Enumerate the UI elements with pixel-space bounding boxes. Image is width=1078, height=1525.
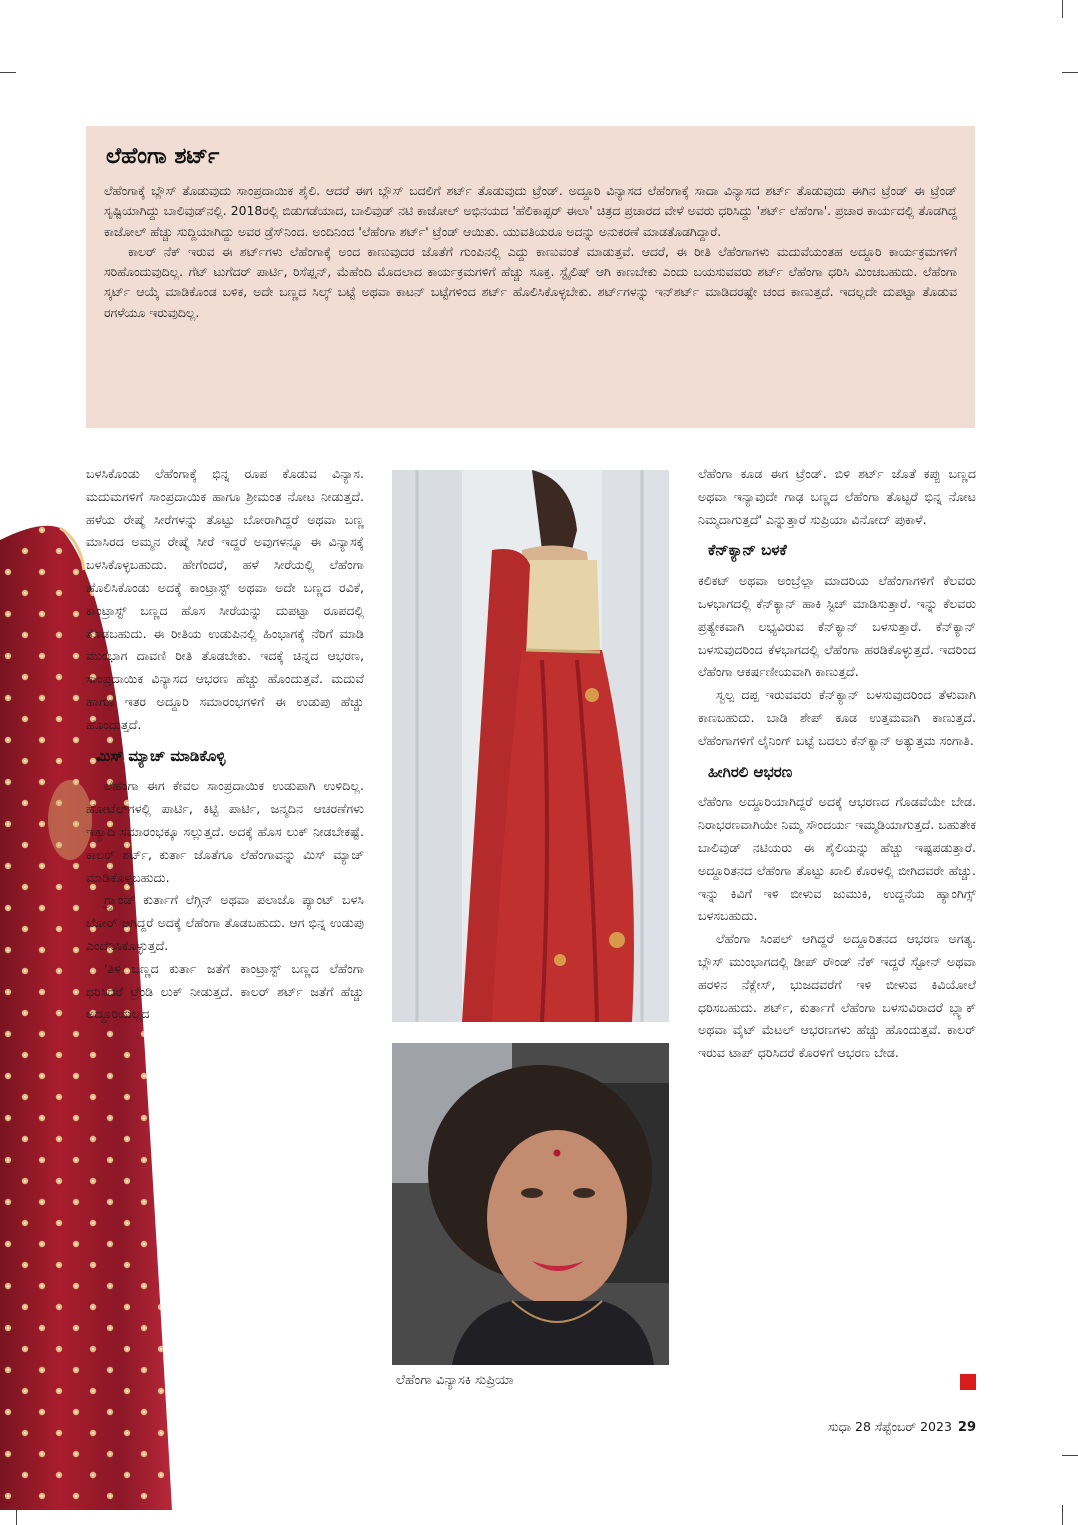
crop-mark-top-right-h (1062, 72, 1078, 73)
crop-mark-top-left (0, 72, 16, 73)
left-paragraph-4: 'ತಿಳಿ ಬಣ್ಣದ ಕುರ್ತಾ ಜತೆಗೆ ಕಾಂಟ್ರಾಸ್ಟ್ ಬಣ್ಣದ ಲೆಹೆಂಗಾ ಧರಿಸಿದರೆ ಟ್ರೆಂಡಿ ಲುಕ್ ನೀಡುತ್ತದೆ. ಕಾಲರ್ ಶರ್ಟ್ ಜತೆಗೆ ಹೆಚ್ಚು ಅದ್ದೂರಿಯಲ್ಲದ (86, 960, 364, 1022)
right-paragraph-5: ಲೆಹೆಂಗಾ ಸಿಂಪಲ್ ಆಗಿದ್ದರೆ ಅದ್ದೂರಿತನದ ಆಭರಣ ಅಗತ್ಯ. ಬ್ಲೌಸ್ ಮುಂಭಾಗದಲ್ಲಿ ಡೀಪ್ ರೌಂಡ್ ನೆಕ್ ಇದ್ದರೆ ಸ್ಟೋನ್ ಅಥವಾ ಹರಳಿನ ನೆಕ್ಲೇಸ್, ಭುಜದವರೆಗೆ ಇಳಿ ಬೀಳುವ ಕಿವಿಯೋಲೆ ಧರಿಸಬಹುದು. ಶರ್ಟ್, ಕುರ್ತಾಗೆ ಲೆಹೆಂಗಾ ಬಳಸುವಿರಾದರೆ ಬ್ಲ್ಯಾಕ್ ಅಥವಾ ವೈಟ್ ಮೆಟಲ್ ಆಭರಣಗಳು ಹೆಚ್ಚು ಹೊಂದುತ್ತವೆ. ಕಾಲರ್ ಇರುವ ಟಾಪ್ ಧರಿಸಿದರೆ ಕೊರಳಿಗೆ ಆಭರಣ ಬೇಡ. (698, 931, 976, 1061)
heading-jewellery: ಹೀಗಿರಲಿ ಆಭರಣ (708, 762, 793, 781)
photo-caption: ಲೆಹೆಂಗಾ ವಿನ್ಯಾಸಕಿ ಸುಪ್ರಿಯಾ (396, 1373, 514, 1388)
lehenga-shirt-sidebar-box (86, 126, 975, 428)
crop-mark-top-right-v (1062, 0, 1063, 18)
left-paragraph-3: ಗ್ರ್ಯಾಂಡ್ ಕುರ್ತಾಗೆ ಲೆಗ್ಗಿನ್ ಅಥವಾ ಪಲಾಜೊ ಪ್ಯಾಂಟ್ ಬಳಸಿ ಬೋರ್ ಆಗಿದ್ದರೆ ಅದಕ್ಕೆ ಲೆಹೆಂಗಾ ತೊಡಬಹುದು. ಆಗ ಭಿನ್ನ ಉಡುಪು ಎಂದೆನಿಸಿಕೊಳ್ಳುತ್ತದೆ. (86, 892, 364, 953)
sidebar-title: ಲೆಹೆಂಗಾ ಶರ್ಟ್ (106, 144, 220, 169)
end-of-article-marker (960, 1374, 976, 1390)
red-saree-photo (392, 470, 669, 1022)
supriya-portrait-graphic (392, 1043, 669, 1365)
crop-mark-bottom-right-v (1062, 1505, 1063, 1525)
left-paragraph-1: ಬಳಸಿಕೊಂಡು ಲೆಹೆಂಗಾಕ್ಕೆ ಭಿನ್ನ ರೂಪ ಕೊಡುವ ವಿನ್ಯಾಸ. ಮದುಮಗಳಿಗೆ ಸಾಂಪ್ರದಾಯಿಕ ಹಾಗೂ ಶ್ರೀಮಂತ ನೋಟ ನೀಡುತ್ತದೆ. ಹಳೆಯ ರೇಷ್ಮೆ ಸೀರೆಗಳನ್ನು ತೊಟ್ಟು ಬೋರಾಗಿದ್ದರೆ ಅಥವಾ ಬಣ್ಣ ಮಾಸಿರದ ಅಮ್ಮನ ರೇಷ್ಮೆ ಸೀರೆ ಇದ್ದರೆ ಅವುಗಳನ್ನೂ ಈ ವಿನ್ಯಾಸಕ್ಕೆ ಬಳಸಿಕೊಳ್ಳಬಹುದು. ಹೇಗೆಂದರೆ, ಹಳೆ ಸೀರೆಯಲ್ಲಿ ಲೆಹೆಂಗಾ ಹೊಲಿಸಿಕೊಂಡು ಅದಕ್ಕೆ ಕಾಂಟ್ರಾಸ್ಟ್ ಅಥವಾ ಅದೇ ಬಣ್ಣದ ರವಿಕೆ, ಕಾಂಟ್ರಾಸ್ಟ್ ಬಣ್ಣದ ಹೊಸ ಸೀರೆಯನ್ನು ದುಪಟ್ಟಾ ರೂಪದಲ್ಲಿ ತೊಡಬಹುದು. ಈ ರೀತಿಯ ಉಡುಪಿನಲ್ಲಿ ಹಿಂಭಾಗಕ್ಕೆ ನೆರಿಗೆ ಮಾಡಿ ಮುಂಭಾಗ ದಾವಣಿ ರೀತಿ ತೊಡಬೇಕು. ಇದಕ್ಕೆ ಚಿನ್ನದ ಆಭರಣ, ಸಾಂಪ್ರದಾಯಿಕ ವಿನ್ಯಾಸದ ಆಭರಣ ಹೆಚ್ಚು ಹೊಂದುತ್ತವೆ. ಮದುವೆ ಹಾಗೂ ಇತರ ಅದ್ದೂರಿ ಸಮಾರಂಭಗಳಿಗೆ ಈ ಉಡುಪು ಹೆಚ್ಚು ಹೊಂದುತ್ತದೆ. (86, 466, 364, 732)
red-saree-photo-graphic (392, 470, 669, 1022)
right-article-column (698, 463, 976, 1065)
right-paragraph-2: ಕಲಿಕಟ್ ಅಥವಾ ಅಂಬ್ರೆಲ್ಲಾ ಮಾದರಿಯ ಲೆಹೆಂಗಾಗಳಿಗೆ ಕೆಲವರು ಒಳಭಾಗದಲ್ಲಿ ಕೆನ್‌ಕ್ಯಾನ್ ಹಾಕಿ ಸ್ಟಿಚ್ ಮಾಡಿಸುತ್ತಾರೆ. ಇನ್ನು ಕೆಲವರು ಪ್ರತ್ಯೇಕವಾಗಿ ಲಭ್ಯವಿರುವ ಕೆನ್‌ಕ್ಯಾನ್ ಬಳಸುತ್ತಾರೆ. ಕೆನ್‌ಕ್ಯಾನ್ ಬಳಸುವುದರಿಂದ ಕೆಳಭಾಗದಲ್ಲಿ ಲೆಹೆಂಗಾ ಹರಡಿಕೊಳ್ಳುತ್ತದೆ. ಇದರಿಂದ ಲೆಹೆಂಗಾ ಆಕರ್ಷಣೀಯವಾಗಿ ಕಾಣುತ್ತದೆ. (698, 573, 976, 680)
left-article-column (86, 463, 364, 1026)
page-footer (800, 1419, 976, 1435)
right-paragraph-3: ಸ್ವಲ್ಪ ದಪ್ಪ ಇರುವವರು ಕೆನ್‌ಕ್ಯಾನ್ ಬಳಸುವುದರಿಂದ ತೆಳುವಾಗಿ ಕಾಣಬಹುದು. ಬಾಡಿ ಶೇಪ್ ಕೂಡ ಉತ್ತಮವಾಗಿ ಕಾಣುತ್ತದೆ. ಲೆಹೆಂಗಾಗಳಿಗೆ ಲೈನಿಂಗ್ ಬಟ್ಟೆ ಬದಲು ಕೆನ್‌ಕ್ಯಾನ್ ಅತ್ಯುತ್ತಮ ಸಂಗಾತಿ. (698, 687, 976, 748)
right-paragraph-1: ಲೆಹೆಂಗಾ ಕೂಡ ಈಗ ಟ್ರೆಂಡ್. ಬಿಳಿ ಶರ್ಟ್ ಜೊತೆ ಕಪ್ಪು ಬಣ್ಣದ ಅಥವಾ ಇನ್ಯಾವುದೇ ಗಾಢ ಬಣ್ಣದ ಲೆಹೆಂಗಾ ತೊಟ್ಟರೆ ಭಿನ್ನ ನೋಟ ನಿಮ್ಮದಾಗುತ್ತದೆ' ಎನ್ನುತ್ತಾರೆ ಸುಪ್ರಿಯಾ ವಿನೋದ್ ಪುಕಾಳೆ. (698, 466, 976, 527)
heading-miss-match: ಮಿಸ್ ಮ್ಯಾಚ್ ಮಾಡಿಕೊಳ್ಳಿ (96, 746, 226, 765)
heading-can-can-usage: ಕೆನ್‌ಕ್ಯಾನ್ ಬಳಕೆ (708, 541, 787, 560)
left-paragraph-2: ಲೆಹೆಂಗಾ ಈಗ ಕೇವಲ ಸಾಂಪ್ರದಾಯಿಕ ಉಡುಪಾಗಿ ಉಳಿದಿಲ್ಲ. ಹೋಟೆಲ್‌ಗಳಲ್ಲಿ ಪಾರ್ಟಿ, ಕಿಟ್ಟಿ ಪಾರ್ಟಿ, ಜನ್ಮದಿನ ಆಚರಣೆಗಳು ಇತ್ಯಾದಿ ಸಮಾರಂಭಕ್ಕೂ ಸಲ್ಲುತ್ತದೆ. ಅದಕ್ಕೆ ಹೊಸ ಲುಕ್ ನೀಡಬೇಕಷ್ಟೆ. ಕಾಲರ್ ಶರ್ಟ್, ಕುರ್ತಾ ಜೊತೆಗೂ ಲೆಹೆಂಗಾವನ್ನು ಮಿಸ್ ಮ್ಯಾಚ್ ಮಾಡಿಕೊಳ್ಳಬಹುದು. (86, 778, 364, 885)
footer-magazine-date: ಸುಧಾ 28 ಸೆಪ್ಟೆಂಬರ್ 2023 (827, 1419, 952, 1434)
right-paragraph-4: ಲೆಹೆಂಗಾ ಅದ್ದೂರಿಯಾಗಿದ್ದರೆ ಅದಕ್ಕೆ ಆಭರಣದ ಗೊಡವೆಯೇ ಬೇಡ. ನಿರಾಭರಣವಾಗಿಯೇ ನಿಮ್ಮ ಸೌಂದರ್ಯ ಇಮ್ಮಡಿಯಾಗುತ್ತದೆ. ಬಹುತೇಕ ಬಾಲಿವುಡ್ ನಟಿಯರು ಈ ಶೈಲಿಯನ್ನು ಹೆಚ್ಚು ಇಷ್ಟಪಡುತ್ತಾರೆ. ಅದ್ದೂರಿತನದ ಲೆಹೆಂಗಾ ತೊಟ್ಟು ಖಾಲಿ ಕೊರಳಲ್ಲಿ ಬೀಗಿದವರೇ ಹೆಚ್ಚು. ಇನ್ನು ಕಿವಿಗೆ ಇಳಿ ಬೀಳುವ ಜುಮುಕಿ, ಉದ್ದನೆಯ ಹ್ಯಾಂಗಿಗ್ಸ್ ಬಳಸಬಹುದು. (698, 794, 976, 924)
page-number: 29 (957, 1420, 976, 1435)
supriya-portrait-photo (392, 1043, 669, 1365)
sidebar-paragraph-1: ಲೆಹೆಂಗಾಕ್ಕೆ ಬ್ಲೌಸ್ ತೊಡುವುದು ಸಾಂಪ್ರದಾಯಿಕ ಶೈಲಿ. ಆದರೆ ಈಗ ಬ್ಲೌಸ್ ಬದಲಿಗೆ ಶರ್ಟ್ ತೊಡುವುದು ಟ್ರೆಂಡ್. ಅದ್ದೂರಿ ವಿನ್ಯಾಸದ ಲೆಹೆಂಗಾಕ್ಕೆ ಸಾದಾ ವಿನ್ಯಾಸದ ಶರ್ಟ್ ತೊಡುವುದು ಈಗಿನ ಟ್ರೆಂಡ್ ಈ ಟ್ರೆಂಡ್ ಸೃಷ್ಟಿಯಾಗಿದ್ದು ಬಾಲಿವುಡ್‌ನಲ್ಲಿ. 2018ರಲ್ಲಿ ಬಿಡುಗಡೆಯಾದ, ಬಾಲಿವುಡ್ ನಟಿ ಕಾಜೋಲ್ ಅಭಿನಯದ 'ಹೆಲಿಕಾಪ್ಟರ್ ಈಲಾ' ಚಿತ್ರದ ಪ್ರಚಾರದ ವೇಳೆ ಅವರು ಧರಿಸಿದ್ದು 'ಶರ್ಟ್ ಲೆಹೆಂಗಾ'. ಪ್ರಚಾರ ಕಾರ್ಯದಲ್ಲಿ ತೊಡಗಿದ್ದ ಕಾಜೋಲ್ ಹೆಚ್ಚು ಸುದ್ದಿಯಾಗಿದ್ದು ಅವರ ಡ್ರೆಸ್‌ನಿಂದ. ಅಂದಿನಿಂದ 'ಲೆಹೆಂಗಾ ಶರ್ಟ್' ಟ್ರೆಂಡ್ ಆಯಿತು. ಯುವತಿಯರೂ ಅದನ್ನು ಅನುಕರಣೆ ಮಾಡತೊಡಗಿದ್ದಾರೆ. (104, 183, 957, 239)
crop-mark-bottom-right-h (1062, 1455, 1078, 1456)
sidebar-paragraph-2: ಕಾಲರ್ ನೆಕ್ ಇರುವ ಈ ಶರ್ಟ್‌ಗಳು ಲೆಹೆಂಗಾಕ್ಕೆ ಅಂದ ಕಾಣುವುದರ ಜೊತೆಗೆ ಗುಂಪಿನಲ್ಲಿ ಎದ್ದು ಕಾಣುವಂತೆ ಮಾಡುತ್ತವೆ. ಆದರೆ, ಈ ರೀತಿ ಲೆಹೆಂಗಾಗಳು ಮದುವೆಯಂತಹ ಅದ್ದೂರಿ ಕಾರ್ಯಕ್ರಮಗಳಿಗೆ ಸರಿಹೊಂದುವುದಿಲ್ಲ. ಗೆಟ್ ಟುಗೆದರ್ ಪಾರ್ಟಿ, ರಿಸೆಪ್ಷನ್, ಮೆಹೆಂದಿ ಮೊದಲಾದ ಕಾರ್ಯಕ್ರಮಗಳಿಗೆ ಹೆಚ್ಚು ಸೂಕ್ತ. ಸ್ಟೈಲಿಷ್ ಆಗಿ ಕಾಣಬೇಕು ಎಂದು ಬಯಸುವವರು ಶರ್ಟ್ ಲೆಹೆಂಗಾ ಧರಿಸಿ ಮಿಂಚಬಹುದು. ಲೆಹೆಂಗಾ ಸ್ಕರ್ಟ್ ಆಯ್ಕೆ ಮಾಡಿಕೊಂಡ ಬಳಿಕ, ಅದೇ ಬಣ್ಣದ ಸಿಲ್ಕ್ ಬಟ್ಟೆ ಅಥವಾ ಕಾಟನ್ ಬಟ್ಟೆಗಳಿಂದ ಶರ್ಟ್ ಹೊಲಿಸಿಕೊಳ್ಳಬೇಕು. ಶರ್ಟ್‌ಗಳನ್ನು ಇನ್‌ಶರ್ಟ್ ಮಾಡಿದರಷ್ಟೇ ಚಂದ ಕಾಣುತ್ತದೆ. ಇದಲ್ಲದೇ ದುಪಟ್ಟಾ ತೊಡುವ ರಗಳೆಯೂ ಇರುವುದಿಲ್ಲ. (104, 243, 957, 320)
